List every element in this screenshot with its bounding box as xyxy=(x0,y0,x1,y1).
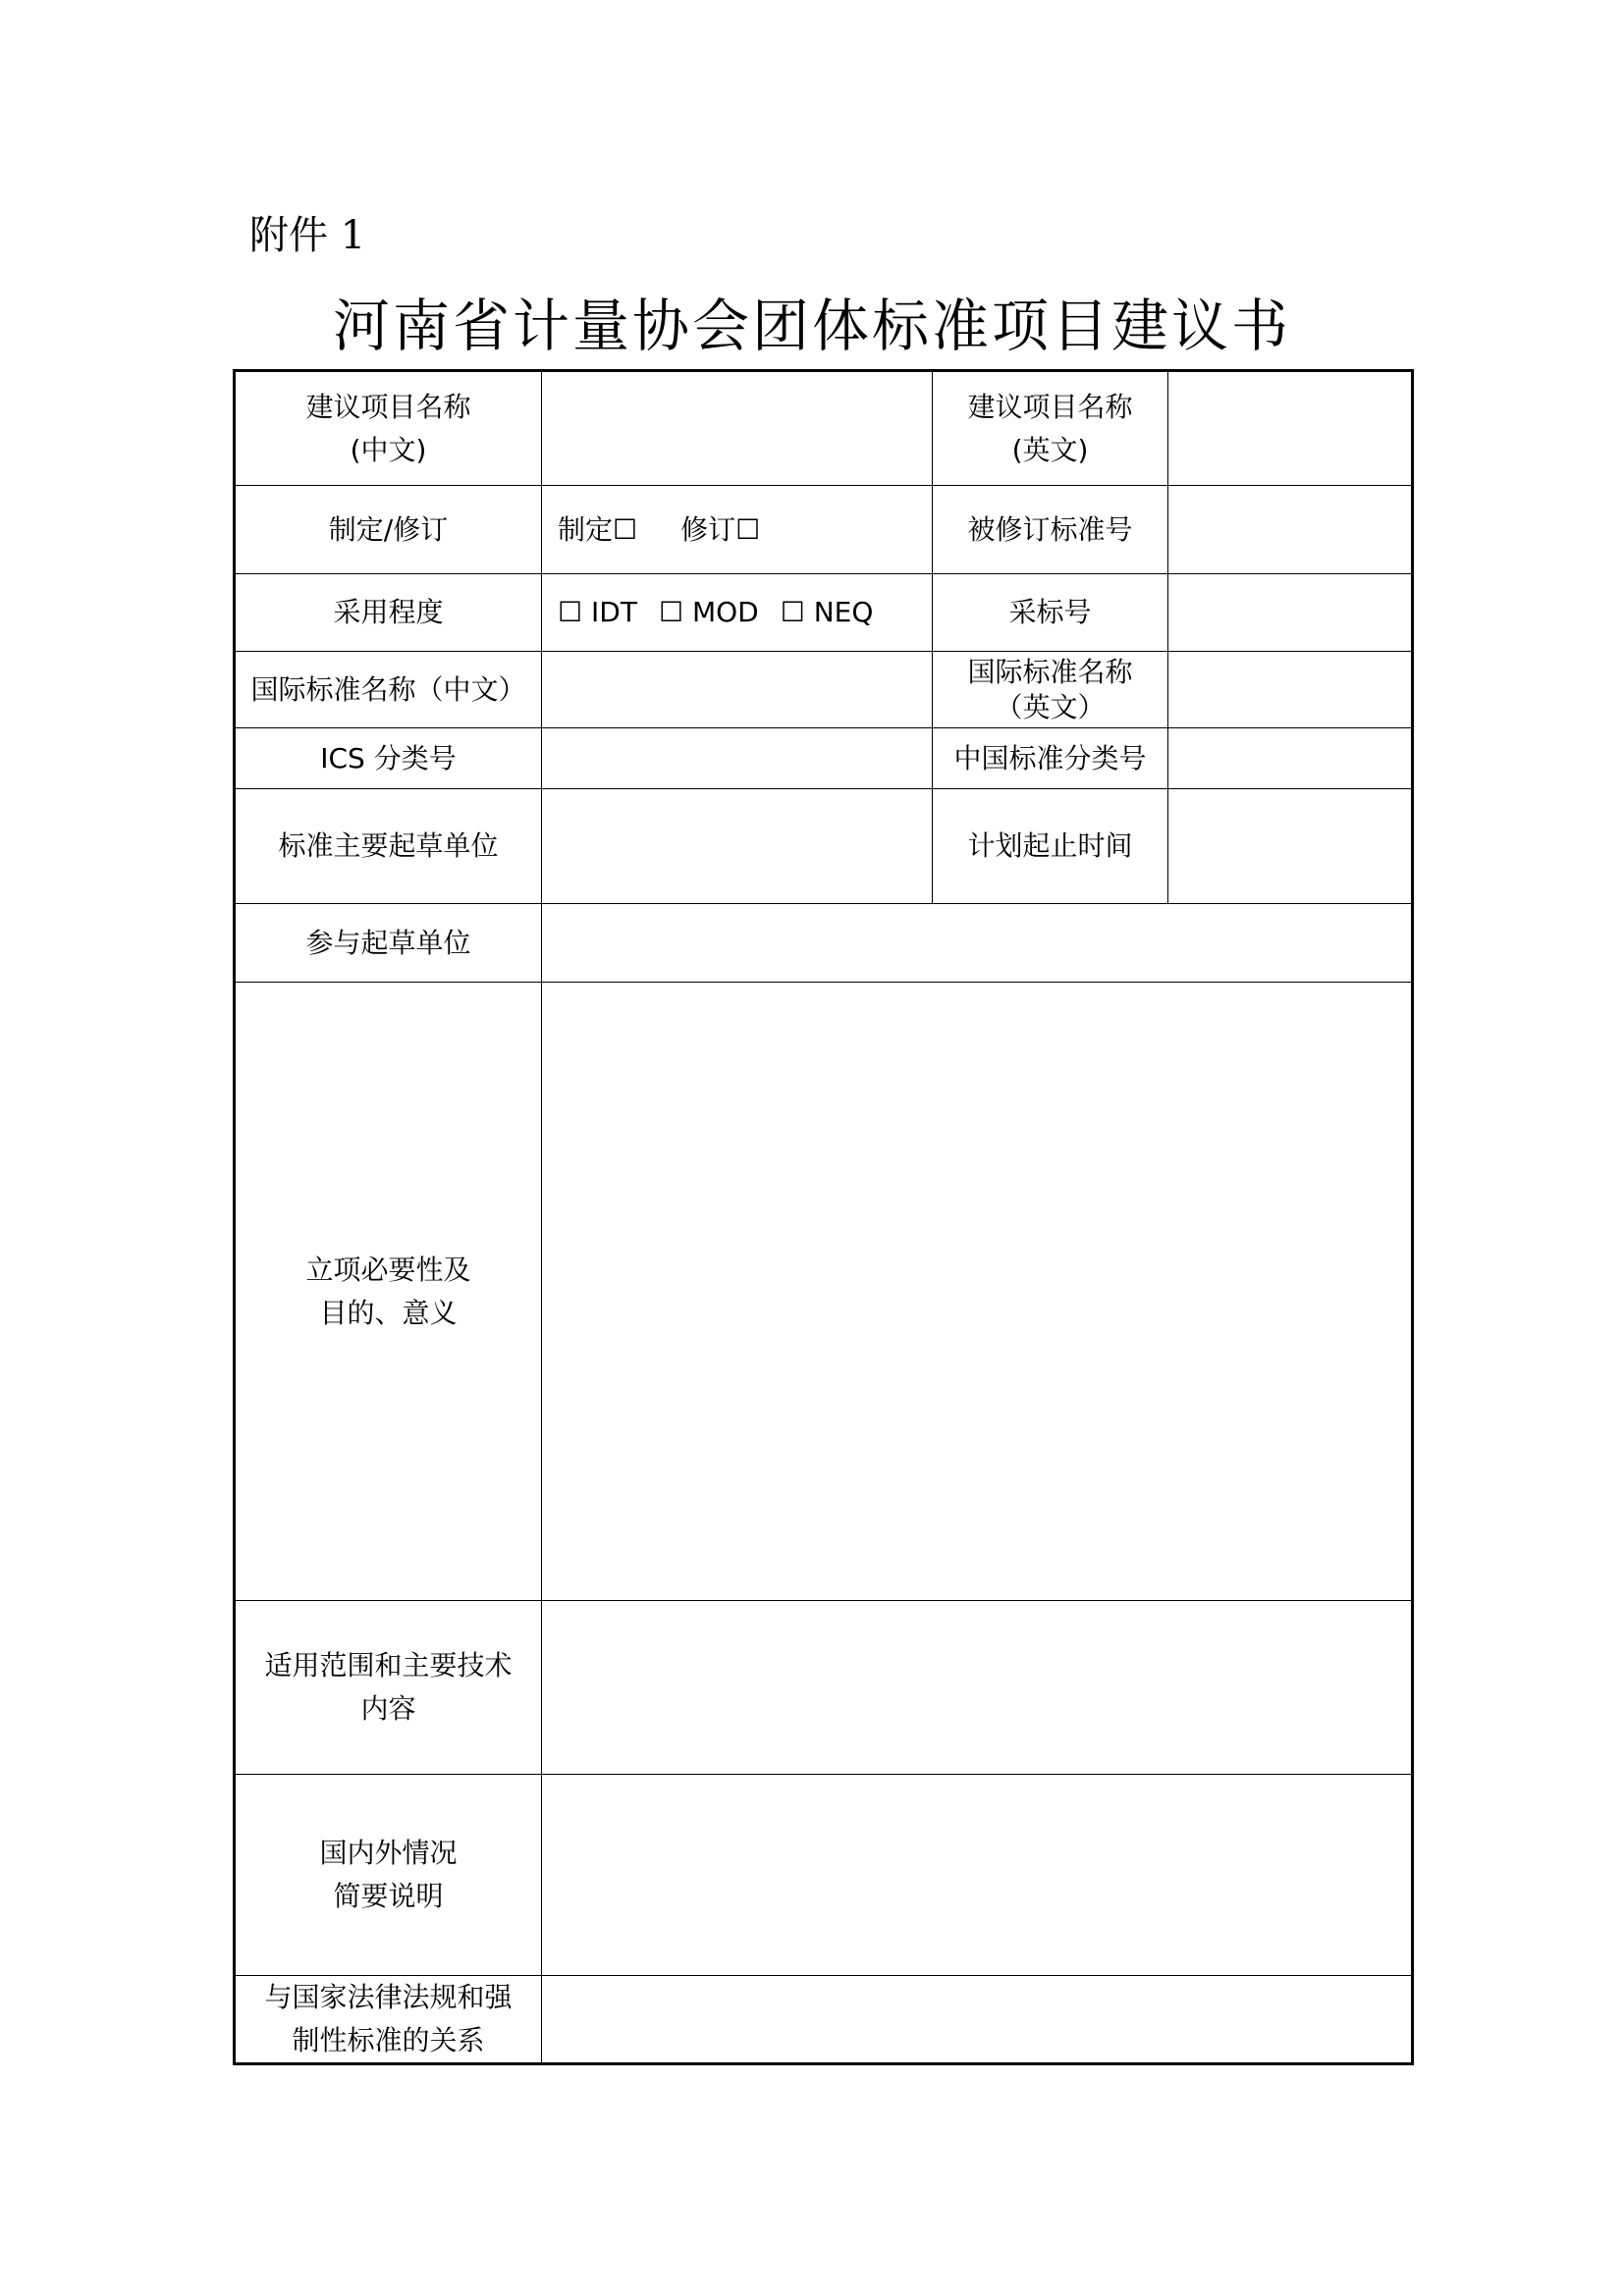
form-row-scope xyxy=(235,1601,1413,1775)
intl-standard-name-cn-field[interactable] xyxy=(542,652,933,728)
participants-field[interactable] xyxy=(542,904,1413,983)
type-label: 制定/修订 xyxy=(235,486,542,574)
adopted-standard-no-field[interactable] xyxy=(1168,574,1413,652)
situation-label: 国内外情况 简要说明 xyxy=(235,1775,542,1976)
ics-code-field[interactable] xyxy=(542,728,933,789)
form-row-project-name xyxy=(235,371,1413,486)
law-relation-label: 与国家法律法规和强 制性标准的关系 xyxy=(235,1976,542,2064)
project-name-cn-label: 建议项目名称 (中文) xyxy=(235,371,542,486)
law-relation-field[interactable] xyxy=(542,1976,1413,2064)
main-drafter-label: 标准主要起草单位 xyxy=(235,789,542,904)
scope-label: 适用范围和主要技术 内容 xyxy=(235,1601,542,1775)
form-row-participants xyxy=(235,904,1413,983)
revised-standard-no-field[interactable] xyxy=(1168,486,1413,574)
necessity-field[interactable] xyxy=(542,983,1413,1601)
project-name-en-field[interactable] xyxy=(1168,371,1413,486)
intl-standard-name-cn-label: 国际标准名称（中文） xyxy=(235,652,542,728)
attachment-label: 附件 1 xyxy=(249,213,366,258)
document-title: 河南省计量协会团体标准项目建议书 xyxy=(332,293,1291,359)
adoption-degree-label: 采用程度 xyxy=(235,574,542,652)
project-name-en-label: 建议项目名称 (英文) xyxy=(933,371,1168,486)
intl-standard-name-en-label: 国际标准名称 （英文） xyxy=(933,652,1168,728)
ccs-code-field[interactable] xyxy=(1168,728,1413,789)
neq-checkbox[interactable]: ☐ NEQ xyxy=(780,596,874,628)
mod-checkbox[interactable]: ☐ MOD xyxy=(658,596,759,628)
establish-checkbox[interactable]: 制定☐ xyxy=(558,512,638,546)
schedule-field[interactable] xyxy=(1168,789,1413,904)
schedule-label: 计划起止时间 xyxy=(933,789,1168,904)
necessity-label: 立项必要性及 目的、意义 xyxy=(235,983,542,1601)
form-row-necessity xyxy=(235,983,1413,1601)
participants-label: 参与起草单位 xyxy=(235,904,542,983)
project-name-cn-field[interactable] xyxy=(542,371,933,486)
intl-standard-name-en-field[interactable] xyxy=(1168,652,1413,728)
revised-standard-no-label: 被修订标准号 xyxy=(933,486,1168,574)
adoption-options xyxy=(542,574,933,652)
form-row-classification xyxy=(235,728,1413,789)
form-row-situation xyxy=(235,1775,1413,1976)
situation-field[interactable] xyxy=(542,1775,1413,1976)
form-row-law-relation xyxy=(235,1976,1413,2064)
form-row-adoption xyxy=(235,574,1413,652)
adopted-standard-no-label: 采标号 xyxy=(933,574,1168,652)
form-row-drafter xyxy=(235,789,1413,904)
form-row-intl-standard xyxy=(235,652,1413,728)
main-drafter-field[interactable] xyxy=(542,789,933,904)
proposal-form-table xyxy=(233,369,1414,2065)
idt-checkbox[interactable]: ☐ IDT xyxy=(558,596,637,628)
form-row-type xyxy=(235,486,1413,574)
ics-code-label: ICS 分类号 xyxy=(235,728,542,789)
scope-field[interactable] xyxy=(542,1601,1413,1775)
type-options xyxy=(542,486,933,574)
revise-checkbox[interactable]: 修订☐ xyxy=(680,512,761,546)
ccs-code-label: 中国标准分类号 xyxy=(933,728,1168,789)
